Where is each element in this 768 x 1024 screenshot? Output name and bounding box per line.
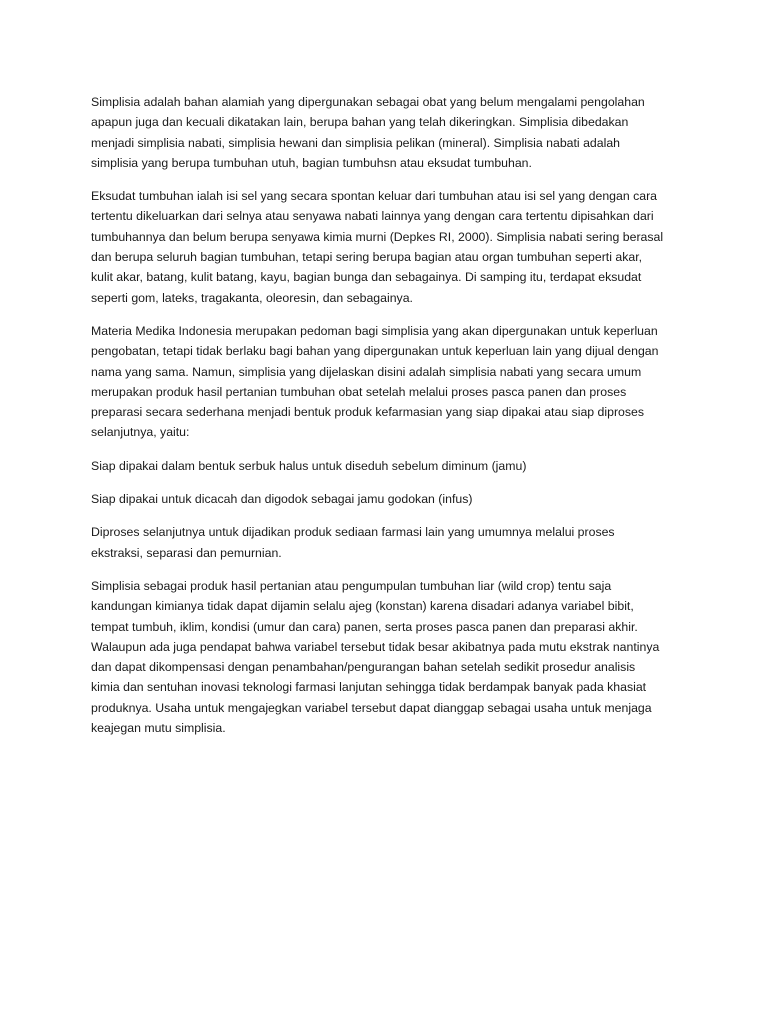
text-line: keajegan mutu simplisia.	[91, 721, 226, 736]
text-line: simplisia yang berupa tumbuhan utuh, bagian tumbuhsn atau eksudat tumbuhan.	[91, 155, 532, 170]
text-line: merupakan produk hasil pertanian tumbuhan obat setelah melalui proses pasca panen dan proses	[91, 384, 627, 399]
paragraph-item-diproses	[91, 522, 691, 563]
text-line: kimia dan sentuhan inovasi teknologi farmasi lanjutan sehingga tidak berdampak banyak pada khasiat	[91, 680, 647, 695]
text-line: Diproses selanjutnya untuk dijadikan produk sediaan farmasi lain yang umumnya melalui proses	[91, 525, 615, 540]
text-line: preparasi secara sederhana menjadi bentuk produk kefarmasian yang siap dipakai atau siap diproses	[91, 405, 645, 420]
text-line: seperti gom, lateks, tragakanta, oleoresin, dan sebagainya.	[91, 290, 413, 305]
paragraph-eksudat	[91, 186, 691, 308]
text-line: dan berupa seluruh bagian tumbuhan, tetapi sering berupa bagian atau organ tumbuhan seperti akar,	[91, 250, 643, 265]
text-line: Siap dipakai untuk dicacah dan digodok sebagai jamu godokan (infus)	[91, 492, 473, 507]
paragraph-definition	[91, 92, 691, 173]
text-line: produknya. Usaha untuk mengajegkan variabel tersebut dapat dianggap sebagai usaha untuk menjaga	[91, 700, 652, 715]
text-line: pengobatan, tetapi tidak berlaku bagi bahan yang dipergunakan untuk keperluan lain yang dijual dengan	[91, 344, 659, 359]
text-line: apapun juga dan kecuali dikatakan lain, berupa bahan yang telah dikeringkan. Simplisia dibedakan	[91, 115, 629, 130]
paragraph-item-jamu	[91, 456, 691, 476]
text-line: Siap dipakai dalam bentuk serbuk halus untuk diseduh sebelum diminum (jamu)	[91, 458, 527, 473]
text-line: Simplisia adalah bahan alamiah yang dipergunakan sebagai obat yang belum mengalami pengolahan	[91, 95, 645, 109]
text-line: tempat tumbuh, iklim, kondisi (umur dan cara) panen, serta proses pasca panen dan preparasi akhir.	[91, 619, 638, 634]
paragraph-produk-pertanian	[91, 576, 691, 738]
text-line: tertentu dikeluarkan dari selnya atau senyawa nabati lainnya yang dengan cara tertentu dipisahkan dari	[91, 209, 654, 224]
document-body	[91, 92, 691, 751]
paragraph-item-infus	[91, 489, 691, 509]
text-line: Simplisia sebagai produk hasil pertanian atau pengumpulan tumbuhan liar (wild crop) tentu saja	[91, 578, 612, 593]
text-line: ekstraksi, separasi dan pemurnian.	[91, 545, 282, 560]
text-line: kandungan kimianya tidak dapat dijamin selalu ajeg (konstan) karena disadari adanya variabel bibit,	[91, 599, 634, 614]
text-line: Walaupun ada juga pendapat bahwa variabel tersebut tidak besar akibatnya pada mutu ekstrak nantinya	[91, 639, 660, 654]
text-line: dan dapat dikompensasi dengan penambahan/pengurangan bahan setelah sedikit prosedur analisis	[91, 660, 636, 675]
text-line: menjadi simplisia nabati, simplisia hewani dan simplisia pelikan (mineral). Simplisia nabati adalah	[91, 135, 621, 150]
paragraph-materia-medika	[91, 321, 691, 443]
text-line: kulit akar, batang, kulit batang, kayu, bagian bunga dan sebagainya. Di samping itu, terdapat eksudat	[91, 270, 642, 285]
text-line: Materia Medika Indonesia merupakan pedoman bagi simplisia yang akan dipergunakan untuk keperluan	[91, 323, 658, 338]
text-line: Eksudat tumbuhan ialah isi sel yang secara spontan keluar dari tumbuhan atau isi sel yang dengan cara	[91, 189, 658, 204]
text-line: nama yang sama. Namun, simplisia yang dijelaskan disini adalah simplisia nabati yang secara umum	[91, 364, 642, 379]
text-line: selanjutnya, yaitu:	[91, 425, 190, 440]
text-line: tumbuhannya dan belum berupa senyawa kimia murni (Depkes RI, 2000). Simplisia nabati sering berasal	[91, 229, 664, 244]
